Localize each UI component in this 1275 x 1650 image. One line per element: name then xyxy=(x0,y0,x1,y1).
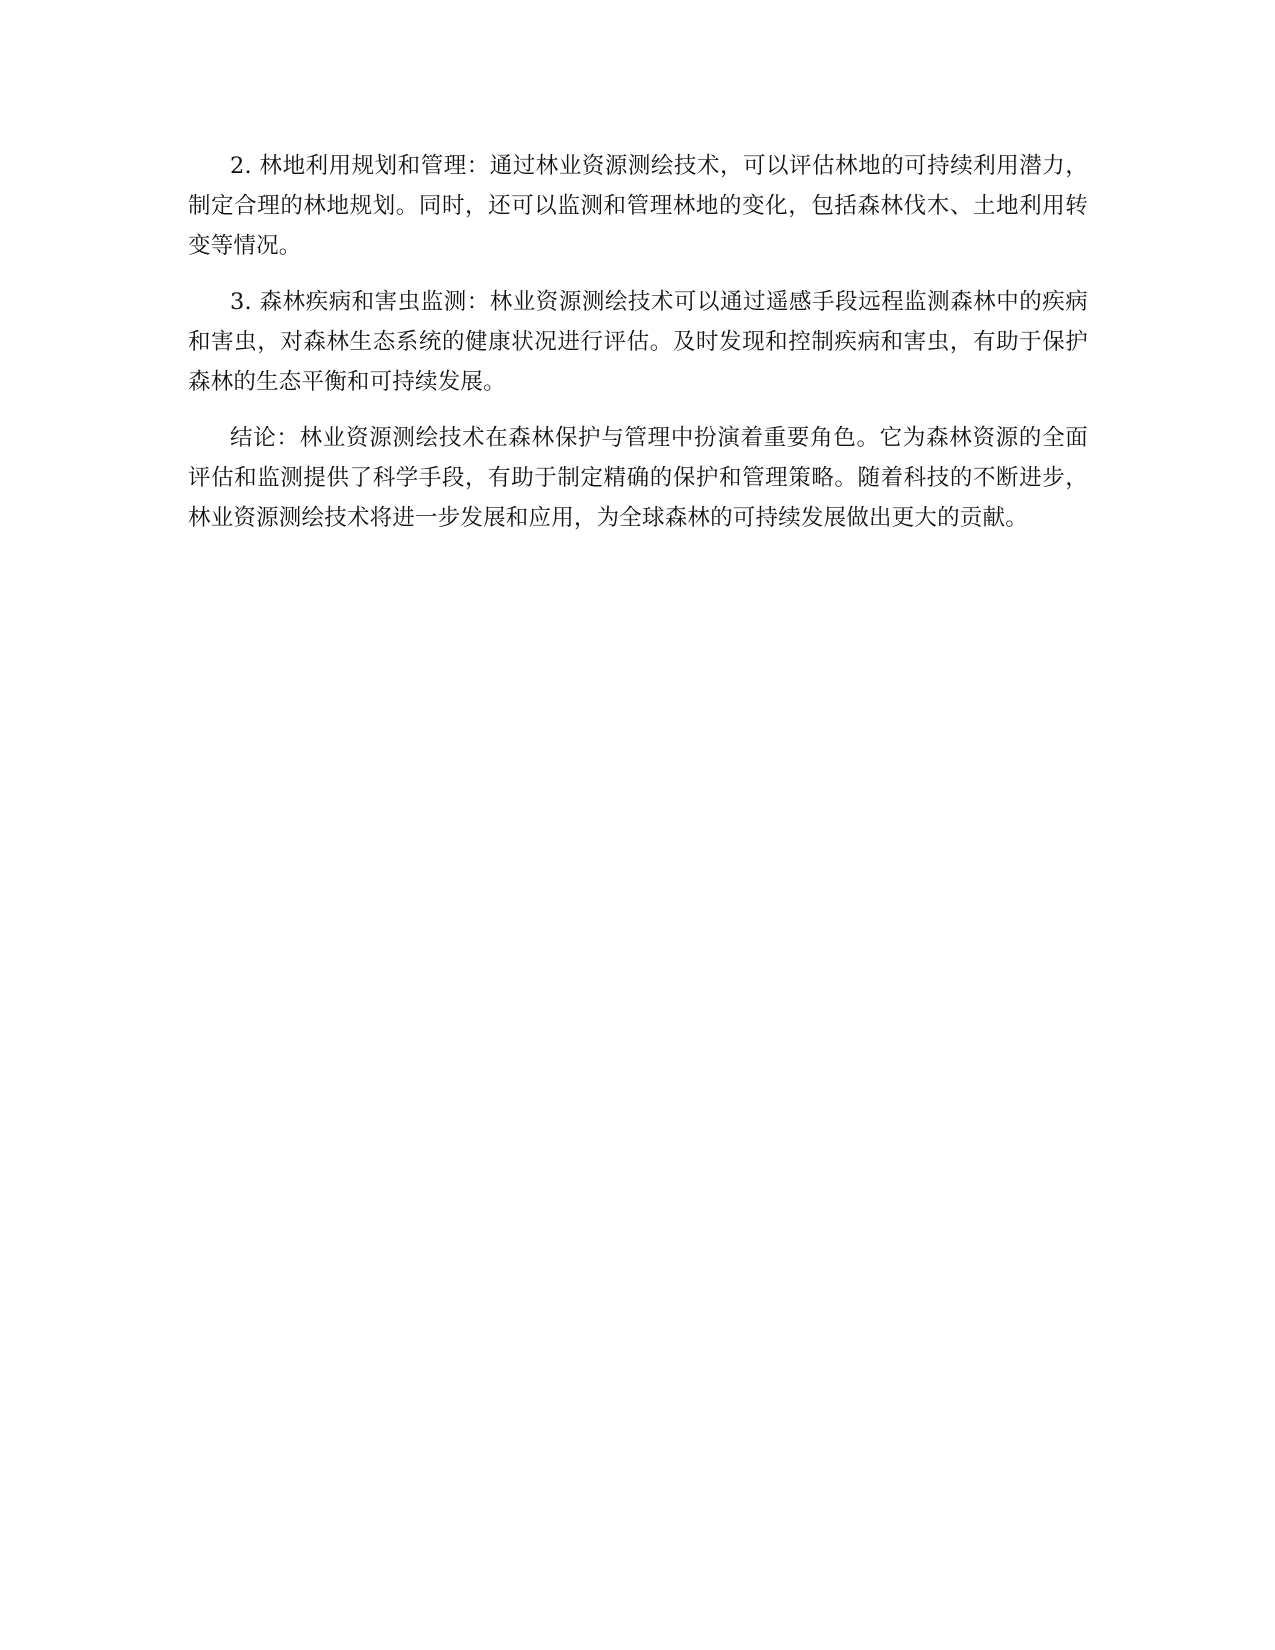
paragraph-land-use-planning: 2. 林地利用规划和管理：通过林业资源测绘技术，可以评估林地的可持续利用潜力，制定合理的林地规划。同时，还可以监测和管理林地的变化，包括森林伐木、土地利用转变等情况。 xyxy=(188,153,1088,259)
paragraph-disease-pest-monitoring: 3. 森林疾病和害虫监测：林业资源测绘技术可以通过遥感手段远程监测森林中的疾病和害虫，对森林生态系统的健康状况进行评估。及时发现和控制疾病和害虫，有助于保护森林的生态平衡和可持续发展。 xyxy=(188,289,1088,395)
document-body xyxy=(188,146,1088,554)
paragraph-conclusion: 结论：林业资源测绘技术在森林保护与管理中扮演着重要角色。它为森林资源的全面评估和监测提供了科学手段，有助于制定精确的保护和管理策略。随着科技的不断进步，林业资源测绘技术将进一步发展和应用，为全球森林的可持续发展做出更大的贡献。 xyxy=(188,425,1088,531)
